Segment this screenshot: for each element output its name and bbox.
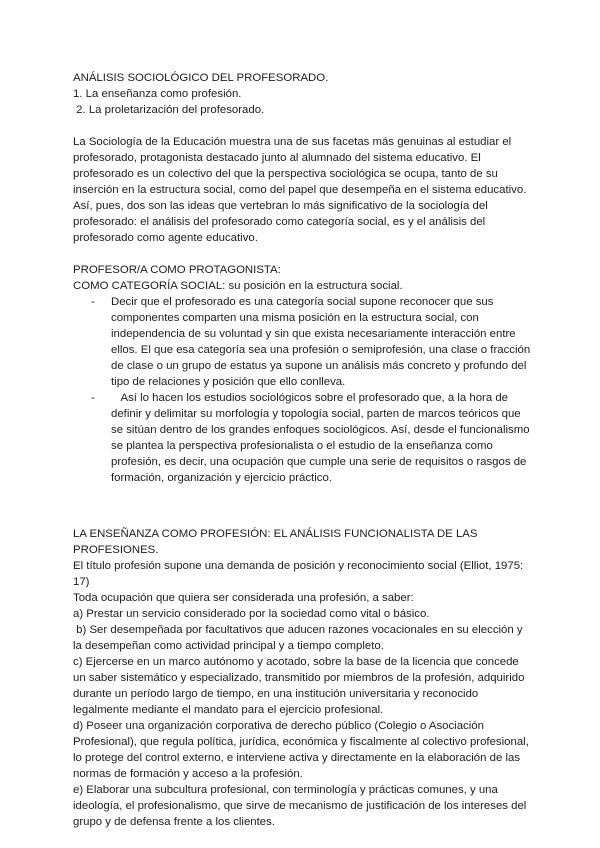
spacer — [73, 246, 531, 262]
bullet-text: Decir que el profesorado es una categoría social supone reconocer que sus componentes comparten una misma posición en la estructura social, con independencia de su voluntad y sin que exista necesariamente interacción entre ellos. El que esa categoría sea una profesión o semiprofesión, una clase o fracción de clase o un grupo de estatus ya supone un análisis más concreto y profundo del tipo de relaciones y posición que ello conlleva. — [111, 296, 531, 388]
dash-bullet-icon: - — [91, 392, 95, 404]
spacer — [73, 118, 531, 134]
document-title: ANÁLISIS SOCIOLÓGICO DEL PROFESORADO. — [73, 72, 329, 84]
requirement-item-d: d) Poseer una organización corporativa de derecho público (Colegio o Asociación Profesional), que regula política, jurídica, económica y fiscalmente al colectivo profesional, lo protege del control externo, e interviene activa y directamente en la elaboración de las normas de formación y acceso a la profesión. — [73, 720, 529, 780]
spacer — [73, 510, 531, 526]
index-item-1: 1. La enseñanza como profesión. — [73, 88, 242, 100]
requirement-item-e: e) Elaborar una subcultura profesional, con terminología y prácticas comunes, y una ideología, el profesionalismo, que sirve de mecanismo de justificación de los intereses del grupo y de defensa frente a los clientes. — [73, 784, 527, 828]
section-intro: El título profesión supone una demanda de posición y reconocimiento social (Elliot, 1975: 17) — [73, 560, 524, 588]
bullet-list — [73, 294, 531, 486]
bullet-item — [73, 390, 531, 486]
bullet-text: Así lo hacen los estudios sociológicos sobre el profesorado que, a la hora de definir y delimitar su morfología y topología social, parten de marcos teóricos que se sitúan dentro de los grandes enfoques sociológicos. Así, desde el funcionalismo se plantea la perspectiva profesionalista o el estudio de la enseñanza como profesión, es decir, una ocupación que cumple una serie de requisitos o rasgos de formación, organización y ejercicio práctico. — [111, 392, 533, 484]
requirement-item-b: b) Ser desempeñada por facultativos que aducen razones vocacionales en su elección y la desempeñan como actividad principal y a tiempo completo. — [73, 624, 526, 652]
requirement-item-a: a) Prestar un servicio considerado por la sociedad como vital o básico. — [73, 608, 430, 620]
section-subheading-categoria-social: COMO CATEGORÍA SOCIAL: su posición en la estructura social. — [73, 280, 403, 292]
index-item-2: 2. La proletarización del profesorado. — [73, 104, 265, 116]
intro-paragraph: La Sociología de la Educación muestra una de sus facetas más genuinas al estudiar el profesorado, protagonista destacado junto al alumnado del sistema educativo. El profesorado es un colectivo del que la perspectiva sociológica se ocupa, tanto de su inserción en la estructura social, como del papel que desempeña en el sistema educativo. Así, pues, dos son las ideas que vertebran lo más significativo de la sociología del profesorado: el análisis del profesorado como categoría social, es y el análisis del profesorado como agente educativo. — [73, 136, 527, 244]
section-heading-ensenanza-profesion: LA ENSEÑANZA COMO PROFESIÓN: EL ANÁLISIS FUNCIONALISTA DE LAS PROFESIONES. — [73, 528, 478, 556]
requirement-item-c: c) Ejercerse en un marco autónomo y acotado, sobre la base de la licencia que concede un saber sistemático y especializado, transmitido por miembros de la profesión, adquirido durante un período largo de tiempo, en una institución universitaria y reconocido legalmente mediante el mandato para el ejercicio profesional. — [73, 656, 525, 716]
section-lead: Toda ocupación que quiera ser considerada una profesión, a saber: — [73, 592, 414, 604]
section-heading-protagonista: PROFESOR/A COMO PROTAGONISTA: — [73, 264, 281, 276]
bullet-item — [73, 294, 531, 390]
document-page — [73, 70, 531, 830]
dash-bullet-icon: - — [91, 296, 95, 308]
spacer — [73, 486, 531, 510]
